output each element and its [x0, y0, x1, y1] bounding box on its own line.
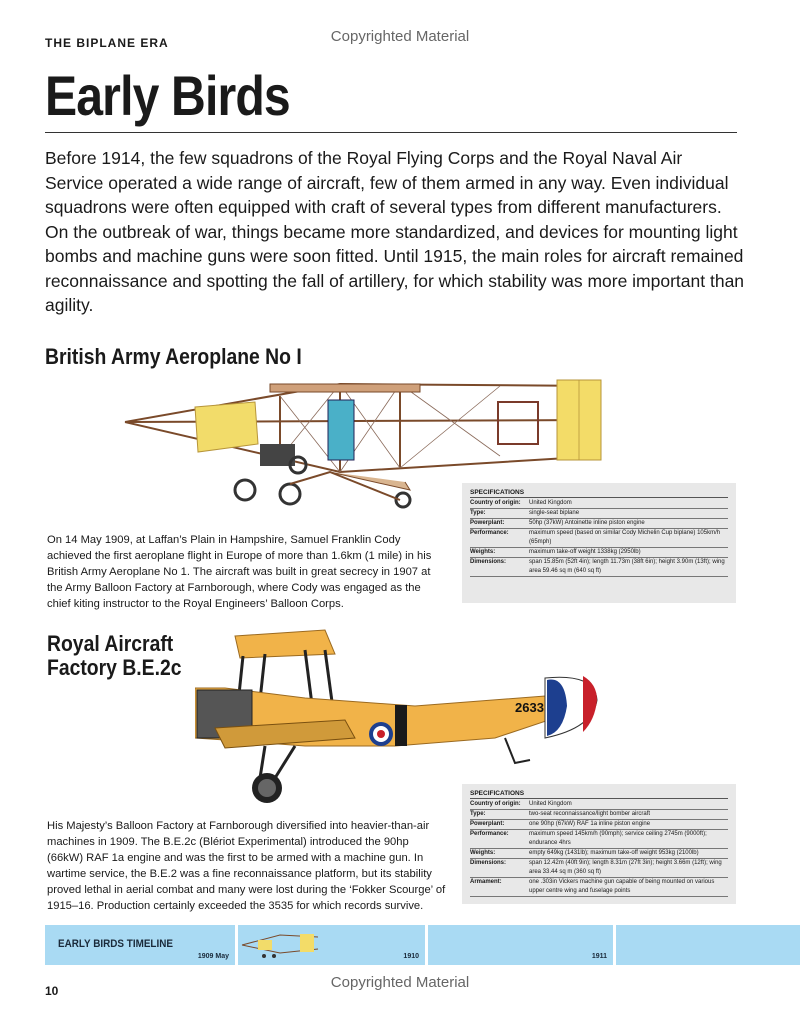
- timeline-segment-empty: [616, 925, 800, 965]
- page-number: 10: [45, 984, 59, 998]
- aircraft-2-heading: Royal Aircraft Factory B.E.2c: [47, 631, 182, 680]
- aircraft-2-caption: His Majesty’s Balloon Factory at Farnborough diversified into heavier-than-air machines in 1909. The B.E.2c (Blériot Experimental) introduced the 90hp (66kW) RAF 1a engine and was the first to be armed with a machine gun. In wartime service, the B.E.2 was a fine reconnaissance platform, but its stability proved lethal in aerial combat and many were lost during the ‘Fokker Scourge’ of 1915–16. Production certainly exceeded the 3535 for which records survive.: [47, 820, 446, 912]
- serial-number: 2633: [515, 700, 544, 715]
- spec-row: Powerplant: one 90hp (67kW) RAF 1a inline piston engine: [470, 820, 728, 830]
- be2c-illustration: [195, 628, 605, 808]
- timeline-segment-1911: [428, 925, 613, 965]
- watermark-bottom: Copyrighted Material: [330, 974, 470, 991]
- spec-row: Weights: empty 649kg (1431lb); maximum take-off weight 953kg (2100lb): [470, 849, 728, 859]
- spec-row: Performance: maximum speed (based on similar Cody Michelin Cup biplane) 105km/h (65mph): [470, 529, 728, 548]
- spec-row: Dimensions: span 12.42m (40ft 9in); length 8.31m (27ft 3in); height 3.66m (12ft); wing area 33.44 sq m (360 sq ft): [470, 859, 728, 878]
- timeline-segment-1909: [45, 925, 235, 965]
- spec-row: Dimensions: span 15.85m (52ft 4in); length 11.73m (38ft 6in); height 3.90m (13ft); wing area 59.46 sq m (640 sq ft): [470, 558, 728, 577]
- aircraft-2-specifications: [462, 784, 736, 904]
- aircraft-1-heading: British Army Aeroplane No I: [45, 344, 302, 369]
- spec-row: Type: single-seat biplane: [470, 509, 728, 519]
- timeline-year: 1911: [591, 953, 607, 960]
- spec-row: Performance: maximum speed 145km/h (90mph); service ceiling 2745m (9000ft); endurance 4hrs: [470, 830, 728, 849]
- title-rule: [45, 132, 737, 133]
- aircraft-1-specifications: [462, 483, 736, 603]
- spec-row: Country of origin: United Kingdom: [470, 800, 728, 810]
- timeline-year: 1909 May: [197, 953, 229, 960]
- timeline-year: 1910: [403, 953, 419, 960]
- intro-paragraph: Before 1914, the few squadrons of the Royal Flying Corps and the Royal Naval Air Service operated a wide range of aircraft, few of them armed in any way. Even individual squadrons were often equipped with craft of several types from different manufacturers. On the outbreak of war, things became more standardized, and devices for mounting light bombs and machine guns were soon fitted. Until 1915, the main roles for aircraft remained reconnaissance and spotting the fall of artillery, for which stability was more important than agility.: [45, 148, 745, 315]
- spec-row: Type: two-seat reconnaissance/light bomber aircraft: [470, 810, 728, 820]
- aircraft-1-caption: On 14 May 1909, at Laffan’s Plain in Hampshire, Samuel Franklin Cody achieved the first aeroplane flight in Europe of more than 1.6km (1 mile) in his British Army Aeroplane No 1. The aircraft was built in great secrecy in 1907 at the Army Balloon Factory at Farnborough, where Cody was engaged as the chief kiting instructor to the Royal Engineers’ Balloon Corps.: [47, 534, 432, 610]
- timeline-bar: [45, 925, 800, 965]
- page-title: Early Birds: [45, 64, 290, 127]
- spec-title: SPECIFICATIONS: [470, 489, 728, 498]
- spec-title: SPECIFICATIONS: [470, 790, 728, 799]
- timeline-label: EARLY BIRDS TIMELINE: [58, 938, 173, 950]
- spec-row: Weights: maximum take-off weight 1338kg (2950lb): [470, 548, 728, 558]
- spec-row: Armament: one .303in Vickers machine gun capable of being mounted on various upper centre wing and fuselage points: [470, 878, 728, 897]
- spec-row: Powerplant: 50hp (37kW) Antoinette inline piston engine: [470, 519, 728, 529]
- spec-row: Country of origin: United Kingdom: [470, 499, 728, 509]
- timeline-biplane-thumbnail: [240, 931, 320, 959]
- section-label: THE BIPLANE ERA: [45, 36, 169, 50]
- timeline-segment-1910: [238, 925, 425, 965]
- watermark-top: Copyrighted Material: [330, 28, 470, 45]
